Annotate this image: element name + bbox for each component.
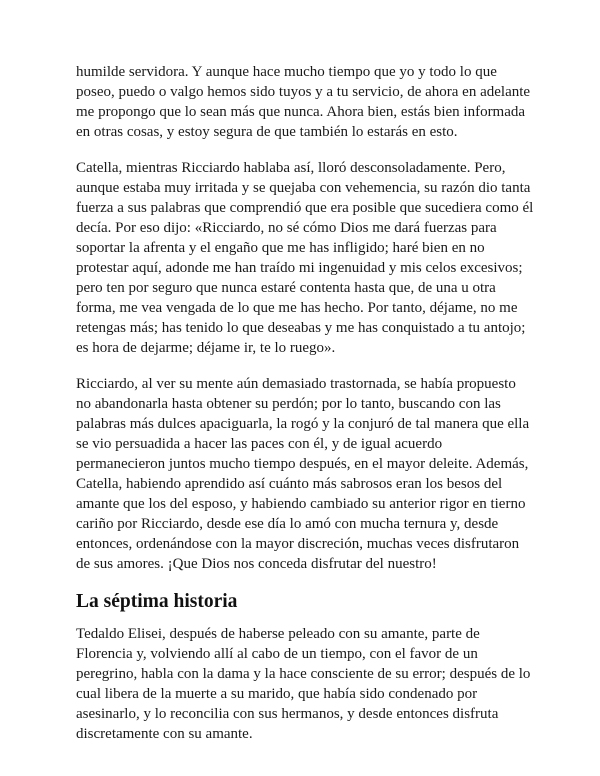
- section-heading: La séptima historia: [76, 591, 238, 612]
- body-paragraph: Catella, mientras Ricciardo hablaba así, lloró desconsoladamente. Pero, aunque estaba muy irritada y se quejaba con vehemencia, su razón dio tanta fuerza a sus palabras que comprendió que era posible que sucediera como él decía. Por eso dijo: «Ricciardo, no sé cómo Dios me dará fuerzas para soportar la afrenta y el engaño que me has infligido; haré bien en no protestar aquí, adonde me han traído mi ingenuidad y mis celos excesivos; pero ten por seguro que nunca estaré contenta hasta que, de una u otra forma, me vea vengada de lo que me has hecho. Por tanto, déjame, no me retengas más; has tenido lo que deseabas y me has conquistado a tu antojo; es hora de dejarme; déjame ir, te lo ruego».: [76, 160, 534, 356]
- body-paragraph: humilde servidora. Y aunque hace mucho tiempo que yo y todo lo que poseo, puedo o valgo hemos sido tuyos y a tu servicio, de ahora en adelante me propongo que lo sean más que nunca. Ahora bien, estás bien informada en otras cosas, y estoy segura de que también lo estarás en esto.: [76, 64, 531, 140]
- body-paragraph: Ricciardo, al ver su mente aún demasiado trastornada, se había propuesto no abandonarla hasta obtener su perdón; por lo tanto, buscando con las palabras más dulces apaciguarla, la rogó y la conjuró de tal manera que ella se vio persuadida a hacer las paces con él, y de igual acuerdo permanecieron juntos mucho tiempo después, en el mayor deleite. Además, Catella, habiendo aprendido así cuánto más sabrosos eran los besos del amante que los del esposo, y habiendo cambiado su anterior rigor en tierno cariño por Ricciardo, desde ese día lo amó con mucha ternura y, desde entonces, ordenándose con la mayor discreción, muchas veces disfrutaron de sus amores. ¡Que Dios nos conceda disfrutar del nuestro!: [76, 376, 530, 572]
- summary-paragraph: Tedaldo Elisei, después de haberse peleado con su amante, parte de Florencia y, volviendo allí al cabo de un tiempo, con el favor de un peregrino, habla con la dama y la hace consciente de su error; después de lo cual libera de la muerte a su marido, que había sido condenado por asesinarlo, y lo reconcilia con sus hermanos, y desde entonces disfruta discretamente con su amante.: [76, 626, 531, 742]
- document-page: [76, 62, 534, 760]
